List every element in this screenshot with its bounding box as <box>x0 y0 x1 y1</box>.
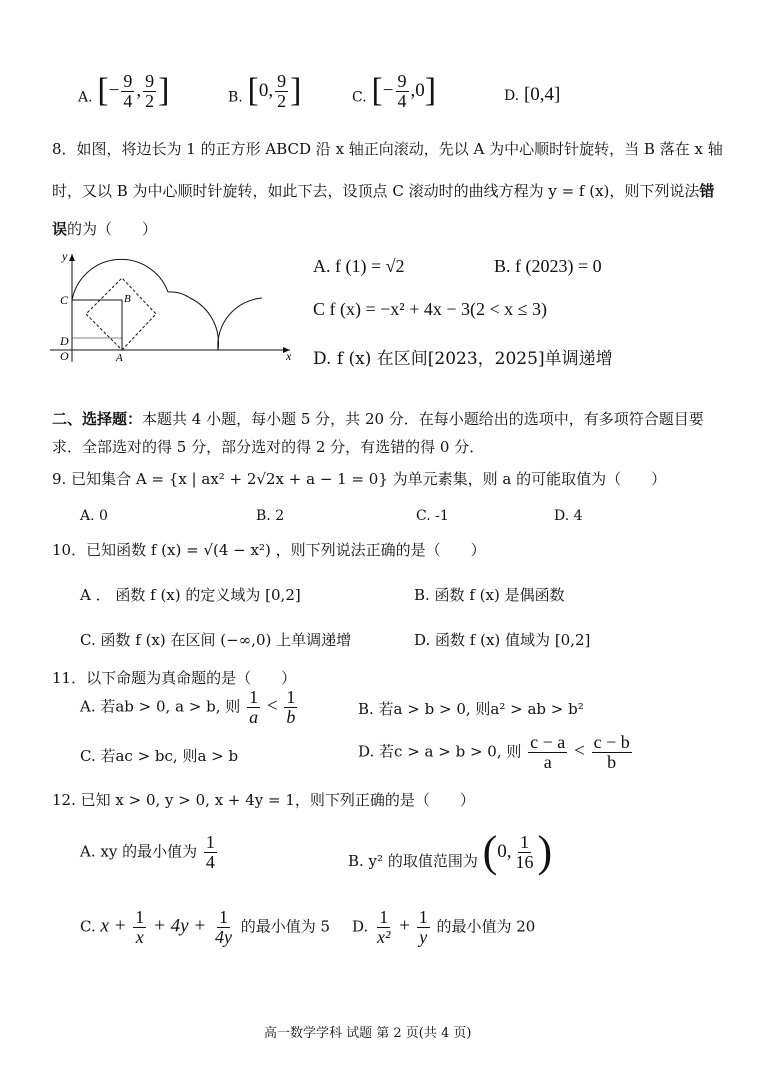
section2-line1: 二、选择题：本题共 4 小题，每小题 5 分，共 20 分．在每小题给出的选项中，有多项符合题目要 <box>52 410 704 428</box>
q11-stem: 11．以下命题为真命题的是（ ） <box>52 669 297 687</box>
section2-line2: 求．全部选对的得 5 分，部分选对的得 2 分，有选错的得 0 分． <box>52 438 485 456</box>
page-footer: 高一数学学科 试题 第 2 页(共 4 页) <box>264 1026 472 1041</box>
q9-option-d: D. 4 <box>554 508 583 524</box>
q9-option-a: A. 0 <box>80 508 108 524</box>
q12-option-d: D. $\frac{1}{\text{x²}}$ + $\frac{1}{y}$ 的最小值为 20 <box>352 907 536 947</box>
q12-option-a: A. xy 的最小值为 $\frac{1}{4}$ <box>80 832 215 872</box>
fig-label-b: B <box>124 293 131 305</box>
q12-stem: 12. 已知 x > 0, y > 0, x + 4y = 1，则下列正确的是（ ） <box>52 791 475 809</box>
q11-option-c: C. 若ac > bc, 则a > b <box>80 747 239 765</box>
fig-label-c: C <box>60 293 69 307</box>
q9-option-c: C. -1 <box>416 508 449 524</box>
q10-option-c: C. 函数 f (x) 在区间 (−∞,0) 上单调递增 <box>80 631 352 649</box>
q10-option-d: D. 函数 f (x) 值域为 [0,2] <box>414 631 591 649</box>
q11-option-d: D. 若c > a > b > 0, 则 $\frac{c - a}{a}$ < $\frac{c - b}{b}$ <box>358 732 630 772</box>
q11-option-b: B. 若a > b > 0, 则a² > ab > b² <box>358 700 584 718</box>
fig-label-y: y <box>62 250 68 263</box>
fig-label-o: O <box>60 349 69 363</box>
q8-option-d: D. f (x) 在区间[2023，2025]单调递增 <box>313 349 613 369</box>
q7-option-c: C. [ − $\frac{9}{4}$ ,0 ] <box>352 71 437 111</box>
q8-option-c: C f (x) = −x² + 4x − 3(2 < x ≤ 3) <box>313 299 548 319</box>
q12-option-b: B. y² 的取值范围为 ( 0, $\frac{1}{16}$ ) <box>348 827 553 876</box>
q8-stem-line2: 时，又以 B 为中心顺时针旋转，如此下去，设顶点 C 滚动时的曲线方程为 y = f (x)，则下列说法错 <box>52 182 715 200</box>
q8-stem-line1: 8．如图，将边长为 1 的正方形 ABCD 沿 x 轴正向滚动，先以 A 为中心顺时针旋转，当 B 落在 x 轴 <box>52 140 723 158</box>
fig-label-a: A <box>116 352 123 364</box>
q7-option-d: D. [0,4] <box>504 84 561 105</box>
q10-option-a: A ． 函数 f (x) 的定义域为 [0,2] <box>80 586 301 604</box>
q7-option-b: B. [ 0, $\frac{9}{2}$ ] <box>228 71 302 111</box>
q9-option-b: B. 2 <box>256 508 285 524</box>
rolling-square-figure <box>50 250 300 365</box>
q10-option-b: B. 函数 f (x) 是偶函数 <box>414 586 565 604</box>
q8-option-b: B. f (2023) = 0 <box>494 256 602 276</box>
q10-stem: 10．已知函数 f (x) = √(4 − x²) ，则下列说法正确的是（ ） <box>52 541 486 559</box>
q8-stem-line3: 误的为（ ） <box>52 220 158 238</box>
fig-label-d: D <box>60 334 69 348</box>
q8-option-a: A. f (1) = √2 <box>313 256 405 276</box>
q7-option-a: A. [ − $\frac{9}{4}$ , $\frac{9}{2}$ ] <box>78 71 170 111</box>
q9-stem: 9. 已知集合 A = {x | ax² + 2√2x + a − 1 = 0} 为单元素集，则 a 的可能取值为（ ） <box>52 470 667 488</box>
q12-option-c: C. x + $\frac{1}{x}$ + 4y + $\frac{1}{4y}$ 的最小值为 5 <box>80 907 331 947</box>
q11-option-a: A. 若ab > 0, a > b, 则 $\frac{1}{a}$ < $\frac{1}{b}$ <box>80 687 296 727</box>
fig-label-x: x <box>286 349 292 363</box>
